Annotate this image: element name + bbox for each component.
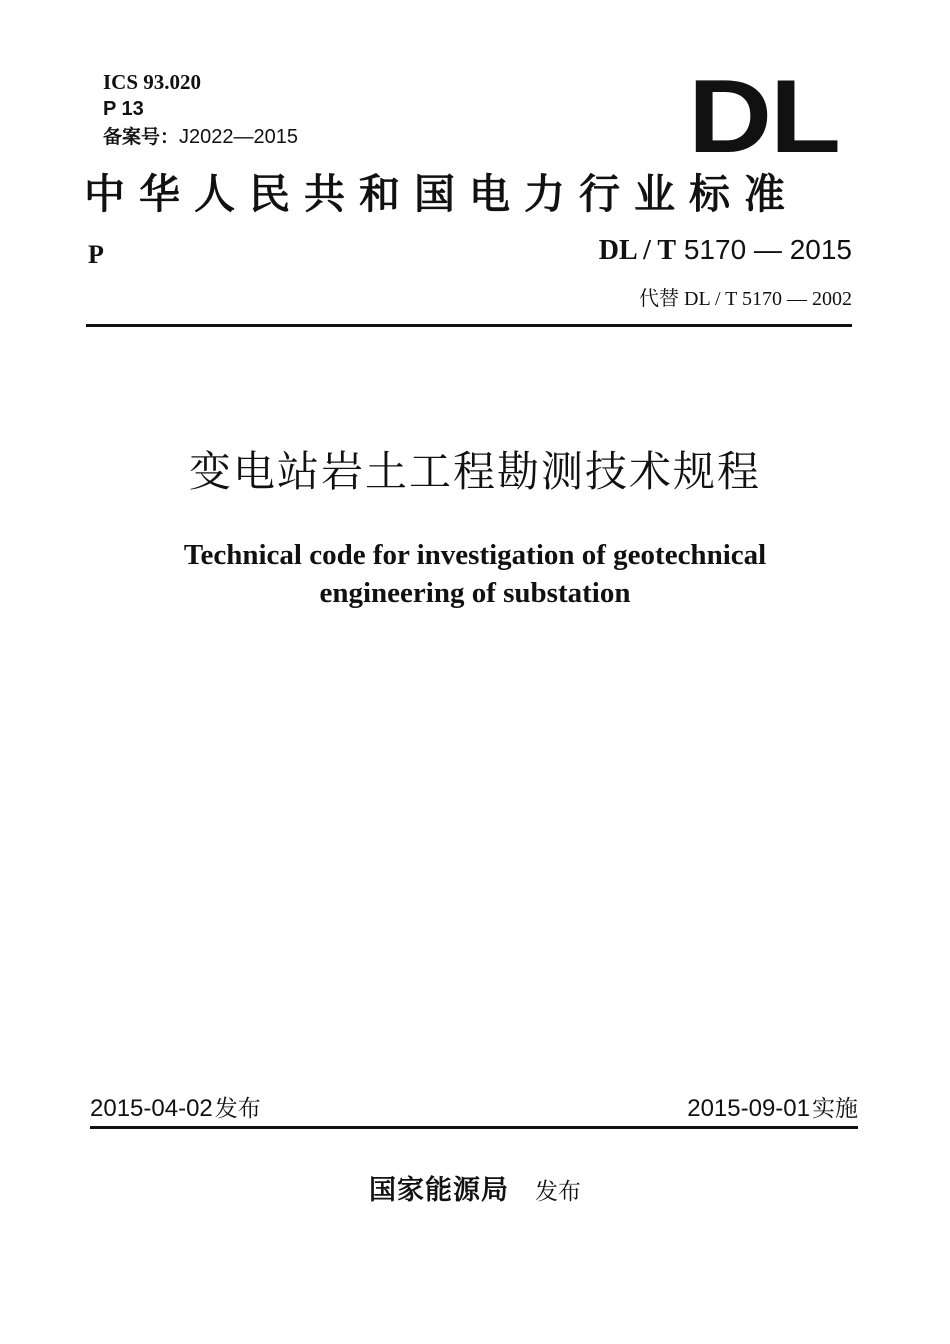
publisher-action: 发布 [535,1179,581,1205]
document-title-en-line2: engineering of substation [319,577,631,609]
replaces-note: 代替 DL / T 5170 — 2002 [639,288,852,310]
dl-logo: DL [688,59,839,175]
filing-number [103,124,298,151]
publisher [0,1168,950,1207]
implementation-date-value: 2015-09-01 [687,1095,810,1122]
implementation-date-label: 实施 [812,1096,858,1122]
filing-label: 备案号： [103,126,180,148]
issue-date-value: 2015-04-02 [90,1095,213,1122]
publisher-organization: 国家能源局 [369,1175,509,1206]
standard-category: P [88,240,104,269]
bottom-divider [90,1126,858,1129]
document-title-cn: 变电站岩土工程勘测技术规程 [188,447,761,496]
standard-title: 中华人民共和国电力行业标准 [84,170,799,218]
standard-code [599,234,852,267]
classification-code: P 13 [103,98,144,120]
standard-code-prefix: DL / T [598,235,677,266]
issue-date [90,1090,261,1123]
issue-date-label: 发布 [214,1096,261,1122]
implementation-date [687,1090,858,1123]
document-title-en [0,536,950,612]
filing-value: J2022—2015 [179,126,298,148]
top-divider [86,324,852,327]
document-title-en-line1: Technical code for investigation of geotechnical [183,539,767,571]
standard-code-number: 5170 — 2015 [676,234,852,265]
ics-code: ICS 93.020 [103,70,202,94]
